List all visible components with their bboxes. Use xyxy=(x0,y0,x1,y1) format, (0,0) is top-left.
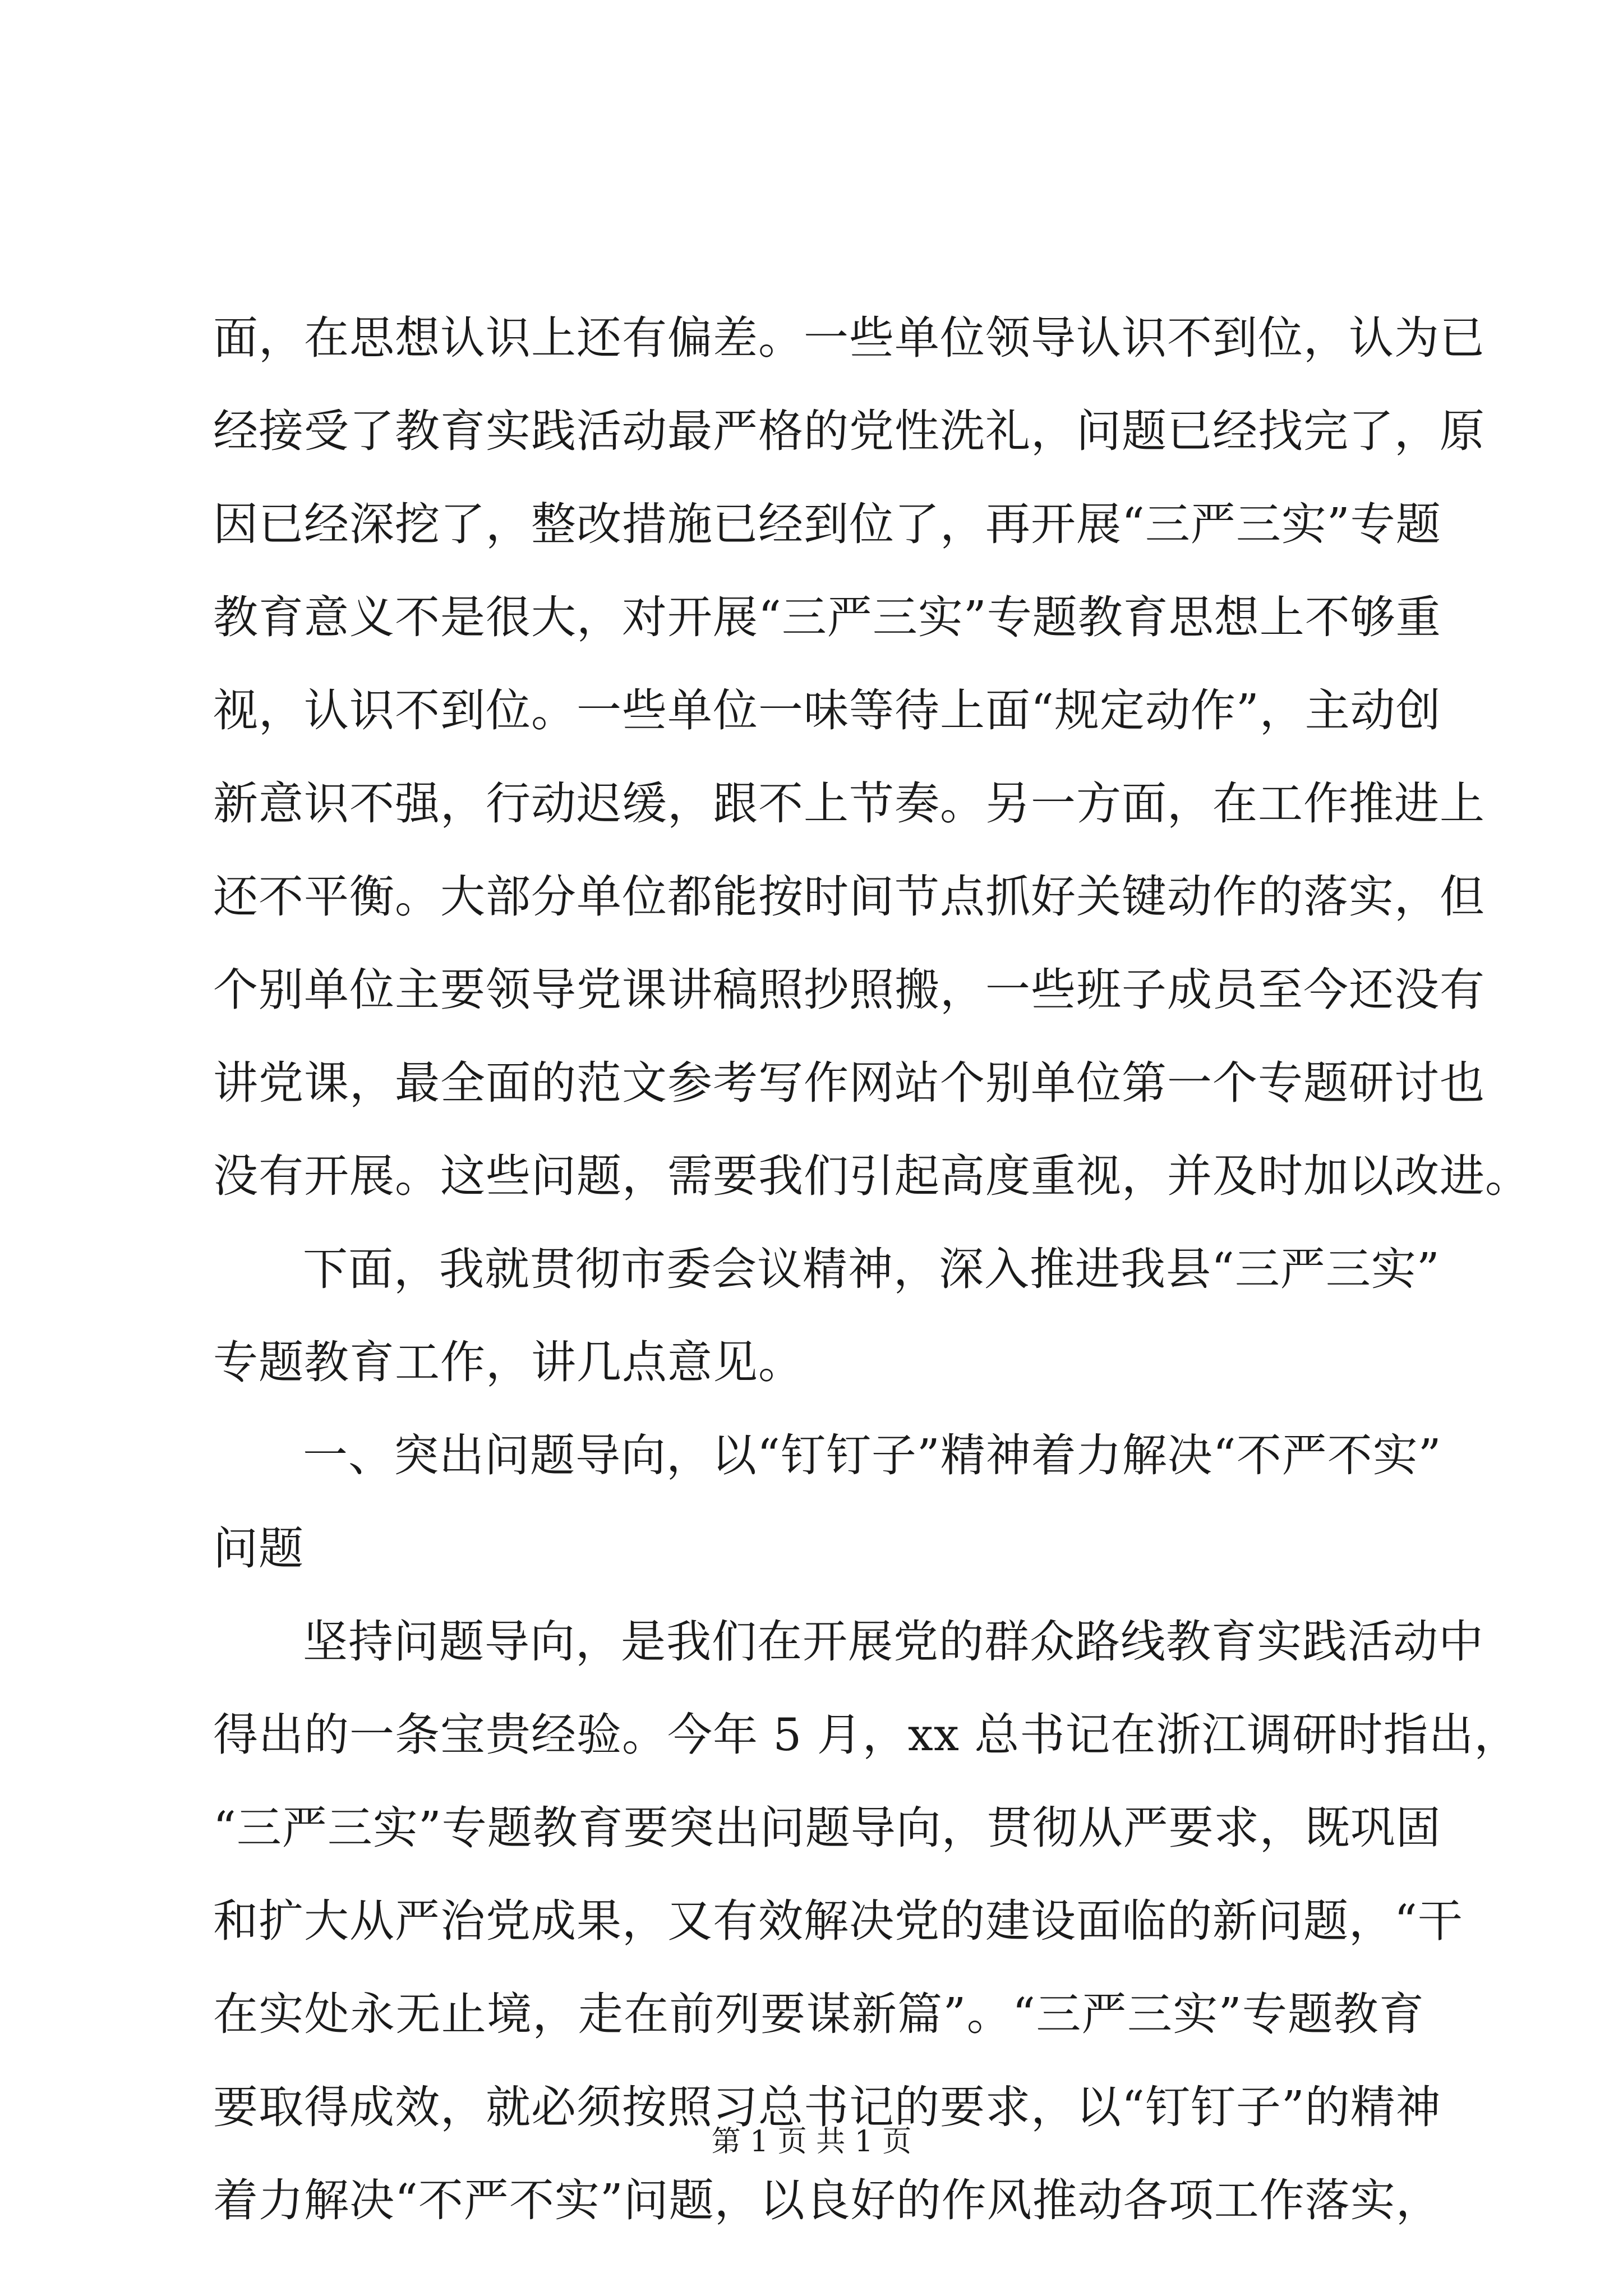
text-line: 和扩大从严治党成果，又有效解决党的建设面临的新问题，“干 xyxy=(213,1895,1463,1947)
text-line: 教育意义不是很大，对开展“三严三实”专题教育思想上不够重 xyxy=(213,591,1441,643)
text-line: 讲党课，最全面的范文参考写作网站个别单位第一个专题研讨也 xyxy=(213,1057,1485,1109)
text-line: 要取得成效，就必须按照习总书记的要求，以“钉钉子”的精神 xyxy=(213,2081,1441,2133)
text-line: “三严三实”专题教育要突出问题导向，贯彻从严要求，既巩固 xyxy=(213,1802,1441,1854)
text-line: 着力解决“不严不实”问题，以良好的作风推动各项工作落实， xyxy=(213,2174,1441,2226)
text-line: 经接受了教育实践活动最严格的党性洗礼，问题已经找完了，原 xyxy=(213,405,1485,457)
text-line: 还不平衡。大部分单位都能按时间节点抓好关键动作的落实，但 xyxy=(213,871,1485,923)
text-line: 视，认识不到位。一些单位一味等待上面“规定动作”，主动创 xyxy=(213,684,1441,737)
section-heading-line: 问题 xyxy=(213,1522,304,1575)
page-footer: 第 1 页 共 1 页 xyxy=(711,2125,912,2159)
document-body xyxy=(213,292,1530,2247)
text-line: 新意识不强，行动迟缓，跟不上节奏。另一方面，在工作推进上 xyxy=(213,777,1485,830)
text-line: 没有开展。这些问题，需要我们引起高度重视，并及时加以改进。 xyxy=(213,1150,1530,1202)
text-line: 坚持问题导向，是我们在开展党的群众路线教育实践活动中 xyxy=(303,1616,1484,1668)
section-heading-line: 一、突出问题导向，以“钉钉子”精神着力解决“不严不实” xyxy=(303,1429,1442,1481)
text-line: 面，在思想认识上还有偏差。一些单位领导认识不到位，认为已 xyxy=(213,312,1485,364)
text-line: 专题教育工作，讲几点意见。 xyxy=(213,1336,804,1388)
text-line: 在实处永无止境，走在前列要谋新篇”。“三严三实”专题教育 xyxy=(213,1988,1424,2040)
text-line: 得出的一条宝贵经验。今年 5 月，xx 总书记在浙江调研时指出， xyxy=(213,1709,1520,1761)
text-line: 因已经深挖了，整改措施已经到位了，再开展“三严三实”专题 xyxy=(213,498,1441,550)
text-line: 个别单位主要领导党课讲稿照抄照搬，一些班子成员至今还没有 xyxy=(213,964,1485,1016)
text-line: 下面，我就贯彻市委会议精神，深入推进我县“三严三实” xyxy=(303,1243,1440,1295)
